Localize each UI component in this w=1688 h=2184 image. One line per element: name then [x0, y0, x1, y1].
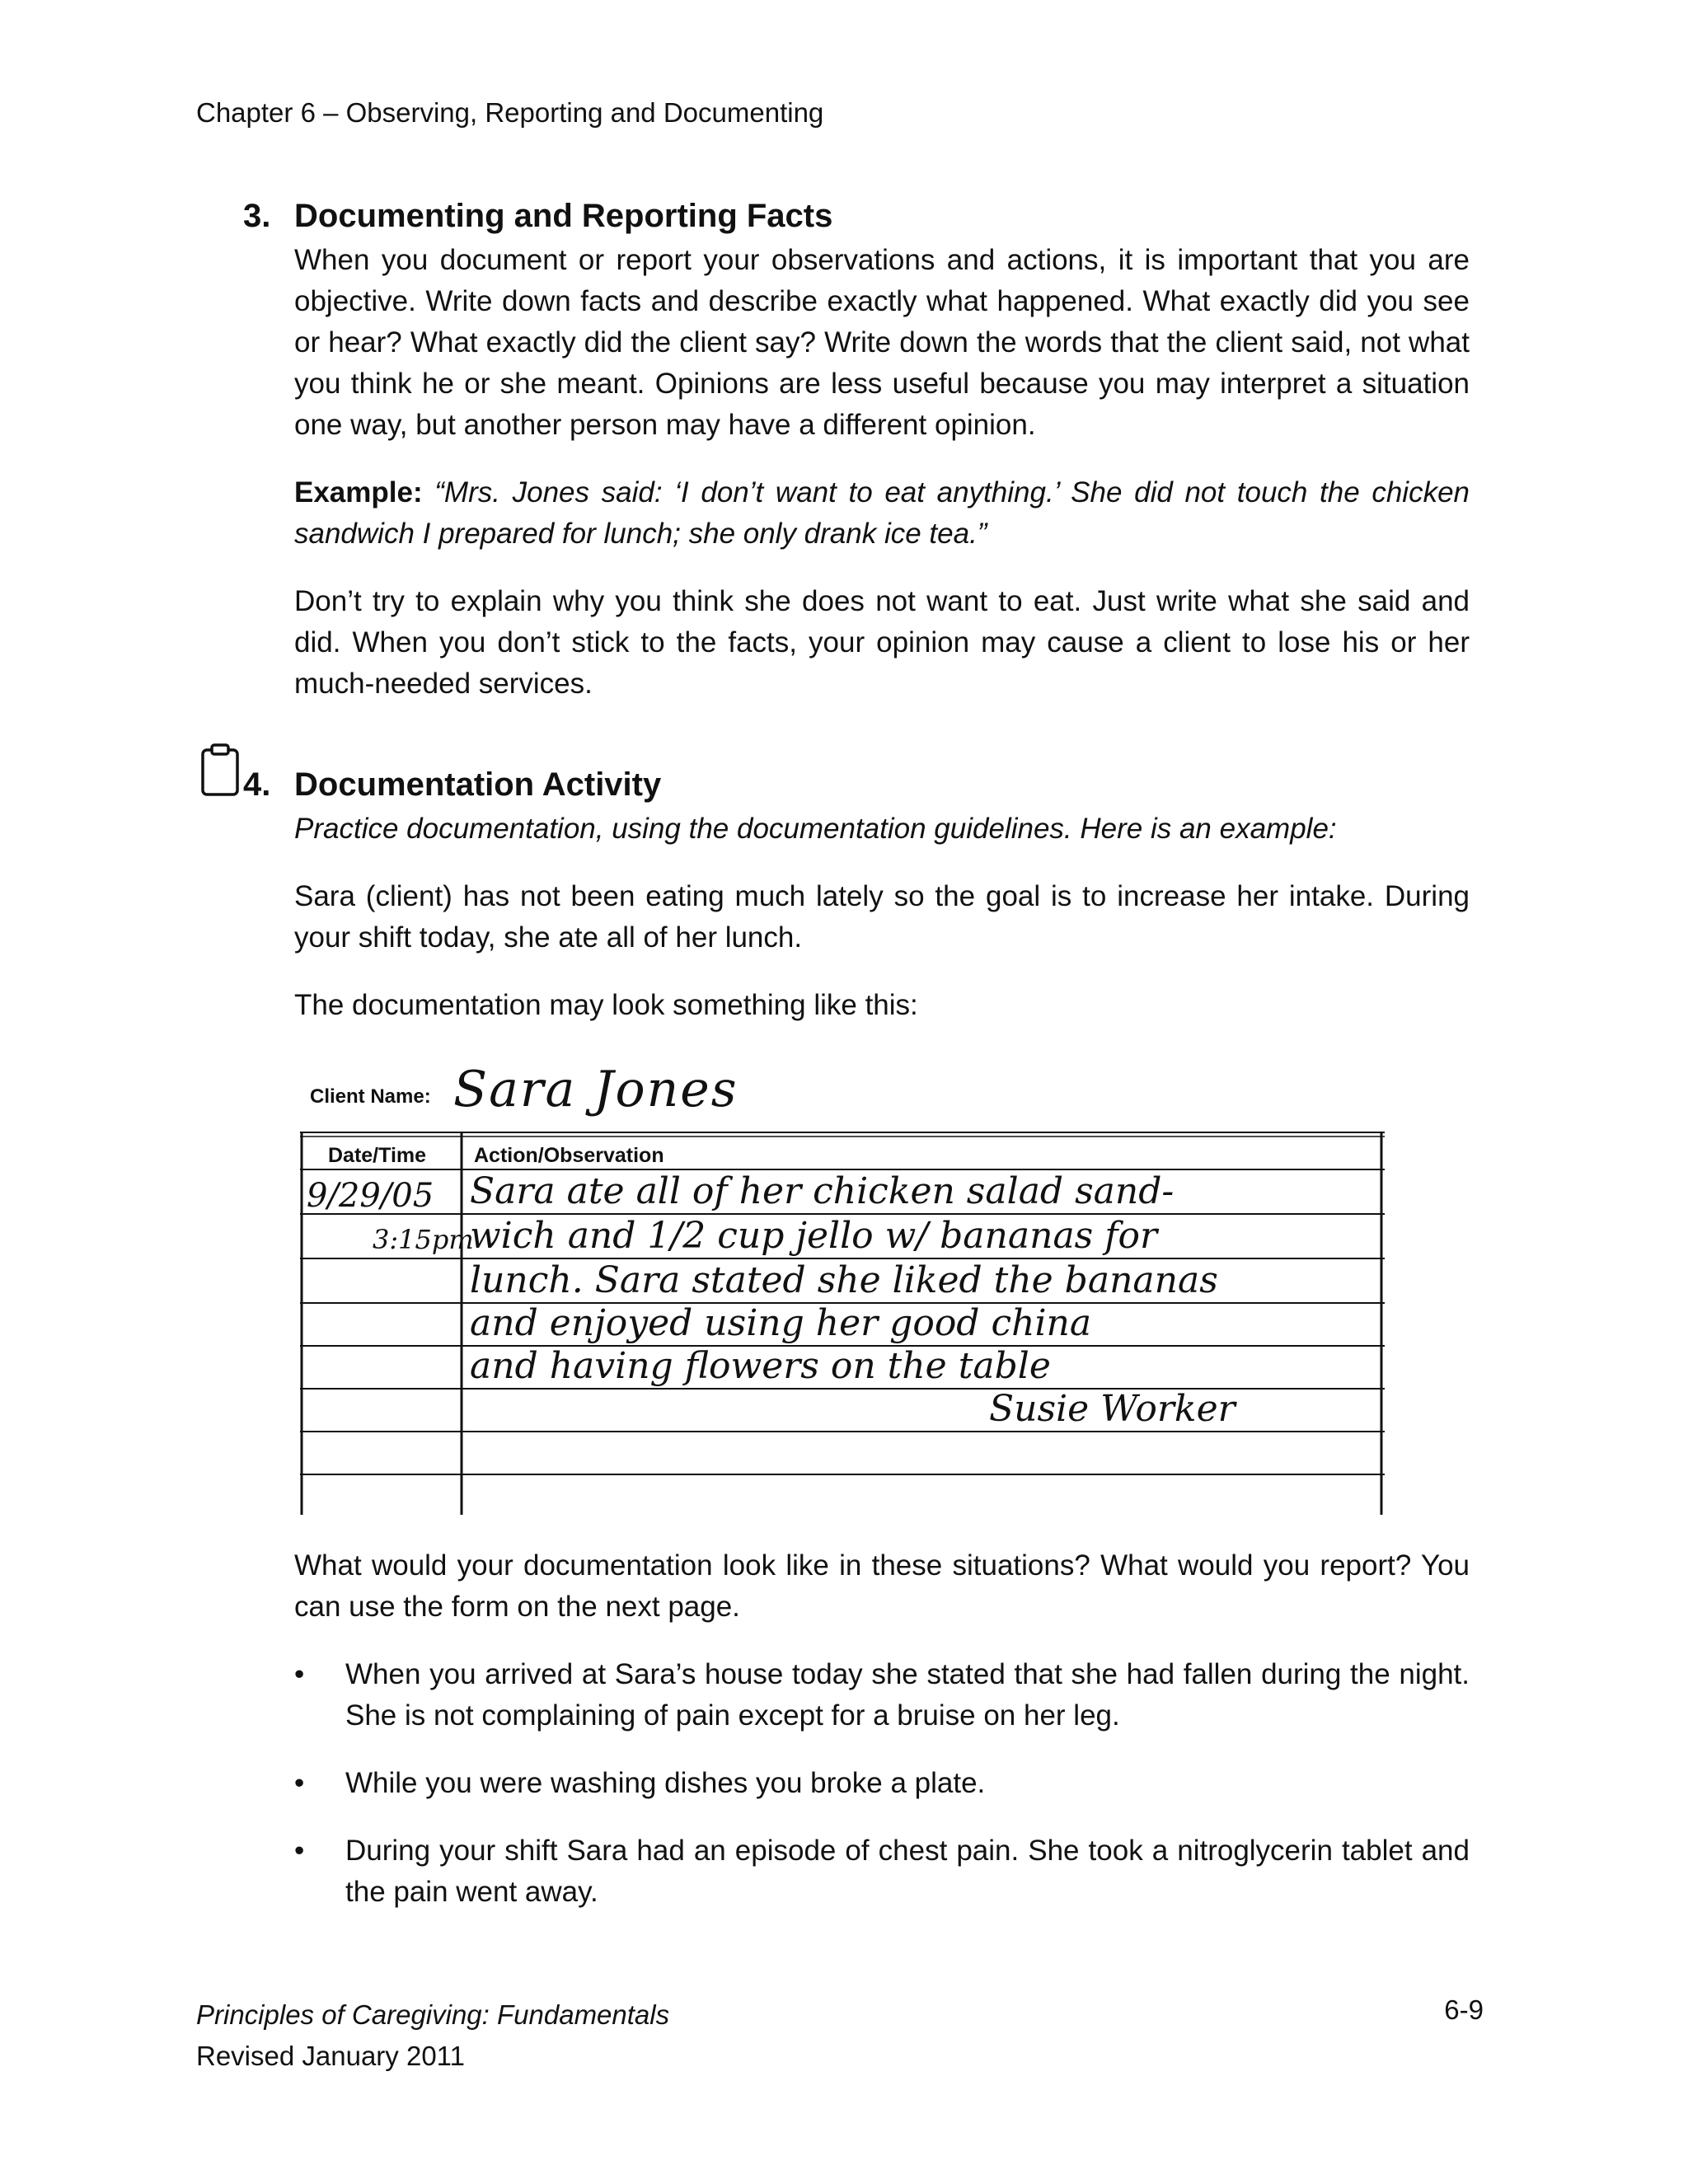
activity-lead-in: The documentation may look something like this: — [294, 989, 918, 1021]
activity-scenario: Sara (client) has not been eating much lately so the goal is to increase her intake. During your shift today, she ate all of her lunch. — [294, 880, 1470, 954]
list-item — [294, 1654, 1470, 1736]
bullet-icon: • — [294, 1835, 305, 1867]
list-item-text: While you were washing dishes you broke a plate. — [345, 1767, 986, 1799]
entry-line: and having flowers on the table — [470, 1345, 1051, 1387]
section-3-paragraph: When you document or report your observations and actions, it is important that you are objective. Write down facts and describe exactly what happened. What exactly did you see or hear? What exactly did the client say? Write down the words that the client said, not what you think he or she meant. Opinions are less useful because you may interpret a situation one way, but another person may have a different opinion. — [294, 244, 1470, 441]
list-item — [294, 1830, 1470, 1913]
list-item-text: During your shift Sara had an episode of chest pain. She took a nitroglycerin tablet and the pain went away. — [345, 1835, 1470, 1908]
section-3-paragraph-2: Don’t try to explain why you think she does not want to eat. Just write what she said and did. When you don’t stick to the facts, your opinion may cause a client to lose his or her much-needed services. — [294, 585, 1470, 700]
footer-left — [196, 1994, 669, 2077]
footer-book-title: Principles of Caregiving: Fundamentals — [196, 1999, 670, 2030]
section-number: 3. — [243, 198, 271, 234]
entry-time: 3:15pm — [373, 1224, 474, 1255]
bullet-icon: • — [294, 1658, 305, 1690]
example-label: Example: — [294, 476, 423, 509]
column-header-action-observation: Action/Observation — [474, 1144, 664, 1167]
column-header-date-time: Date/Time — [328, 1144, 427, 1167]
entry-line: wich and 1/2 cup jello w/ bananas for — [470, 1215, 1158, 1257]
entry-line: and enjoyed using her good china — [470, 1302, 1092, 1344]
entry-line: Sara ate all of her chicken salad sand- — [470, 1170, 1175, 1212]
entry-signature: Susie Worker — [989, 1388, 1236, 1430]
questions-block — [294, 1545, 1470, 1913]
documentation-form-sample — [297, 1061, 1385, 1516]
example-paragraph — [294, 472, 1470, 555]
section-3-heading — [243, 198, 1470, 235]
section-4-heading — [243, 766, 1470, 804]
activity-instruction: Practice documentation, using the documentation guidelines. Here is an example: — [294, 813, 1337, 845]
section-documentation-activity — [243, 766, 1470, 1026]
section-title: Documentation Activity — [294, 766, 662, 803]
client-name-handwritten: Sara Jones — [453, 1061, 738, 1118]
section-number: 4. — [243, 766, 271, 803]
entry-line: lunch. Sara stated she liked the bananas — [470, 1259, 1218, 1301]
footer-revised-date: Revised January 2011 — [196, 2041, 465, 2071]
entry-date: 9/29/05 — [307, 1177, 434, 1215]
questions-intro: What would your documentation look like in these situations? What would you report? You can use the form on the next page. — [294, 1549, 1470, 1623]
bullet-icon: • — [294, 1767, 305, 1799]
clipboard-icon — [200, 743, 245, 798]
list-item-text: When you arrived at Sara’s house today she stated that she had fallen during the night. She is not complaining of pain except for a bruise on her leg. — [345, 1658, 1470, 1732]
list-item — [294, 1763, 1470, 1804]
section-title: Documenting and Reporting Facts — [294, 198, 833, 234]
section-documenting-facts — [243, 198, 1470, 705]
example-quote: “Mrs. Jones said: ‘I don’t want to eat anything.’ She did not touch the chicken sandwich I prepared for lunch; she only drank ice tea.” — [294, 476, 1470, 550]
chapter-header: Chapter 6 – Observing, Reporting and Documenting — [196, 97, 824, 128]
client-name-label: Client Name: — [310, 1085, 431, 1108]
page-number: 6-9 — [1444, 1994, 1484, 2025]
